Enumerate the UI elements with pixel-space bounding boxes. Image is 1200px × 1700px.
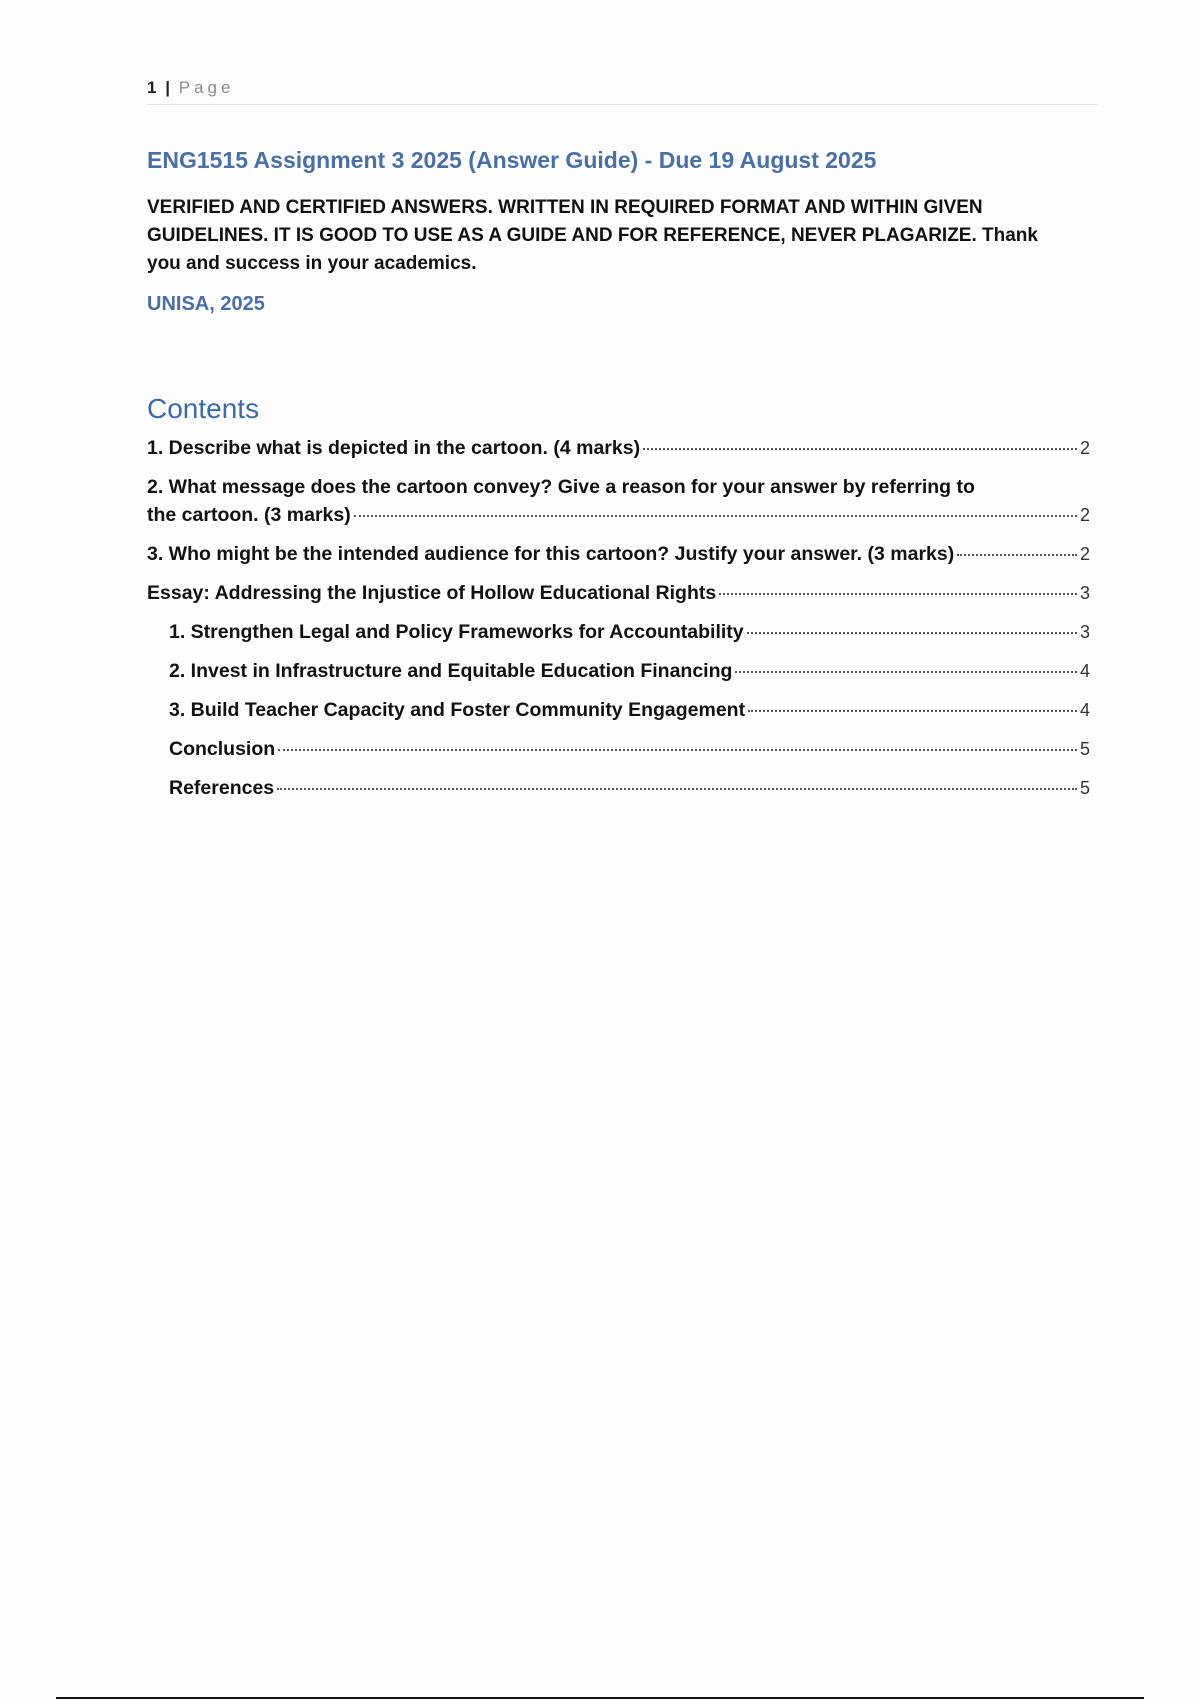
toc-leader-dots [719,593,1077,595]
toc-page-number: 2 [1079,505,1090,525]
toc-entry-label: Essay: Addressing the Injustice of Hollow Educational Rights [147,582,717,604]
toc-leader-dots [747,632,1077,634]
toc-entry-label: 1. Describe what is depicted in the cartoon. (4 marks) [147,437,641,459]
toc-entry-label: 3. Build Teacher Capacity and Foster Community Engagement [169,699,746,721]
document-title: ENG1515 Assignment 3 2025 (Answer Guide) - Due 19 August 2025 [147,147,877,173]
toc-page-number: 3 [1079,583,1090,603]
toc-entry-essay-section-3[interactable] [147,696,1090,724]
toc-page-number: 3 [1079,622,1090,642]
page-bottom-divider [56,1697,1144,1699]
document-intro: VERIFIED AND CERTIFIED ANSWERS. WRITTEN IN REQUIRED FORMAT AND WITHIN GIVEN GUIDELINES. IT IS GOOD TO USE AS A GUIDE AND FOR REFERENCE, NEVER PLAGARIZE. Thank you and success in your academics. [147,197,1038,274]
page-word: Page [178,78,235,97]
toc-entry-q2[interactable] [147,473,1090,529]
toc-leader-dots [748,710,1077,712]
toc-leader-dots [643,448,1077,450]
toc-entry-label: Conclusion [169,738,276,760]
toc-leader-dots [278,749,1077,751]
toc-entry-q3[interactable] [147,540,1090,568]
toc-leader-dots [735,671,1077,673]
toc-entry-q1[interactable] [147,434,1090,462]
page-number: 1 [147,78,157,97]
toc-entry-label: References [169,777,275,799]
toc-entry-label: 1. Strengthen Legal and Policy Frameworks for Accountability [169,621,744,643]
toc-entry-label: 2. What message does the cartoon convey? Give a reason for your answer by referring to [147,476,975,498]
toc-leader-dots [354,515,1077,517]
table-of-contents [147,434,1090,813]
toc-leader-dots [957,554,1077,556]
institution-label: UNISA, 2025 [147,293,265,315]
toc-entry-label: 2. Invest in Infrastructure and Equitable Education Financing [169,660,733,682]
toc-page-number: 4 [1079,700,1090,720]
toc-page-number: 2 [1079,438,1090,458]
toc-entry-label-continued: the cartoon. (3 marks) [147,504,351,526]
page-header-separator: | [165,78,170,97]
toc-entry-references[interactable] [147,774,1090,802]
toc-entry-essay-section-1[interactable] [147,618,1090,646]
toc-page-number: 2 [1079,544,1090,564]
contents-heading: Contents [147,393,260,424]
toc-leader-dots [277,788,1077,790]
page-header [147,78,1097,105]
toc-entry-conclusion[interactable] [147,735,1090,763]
toc-page-number: 5 [1079,739,1090,759]
toc-entry-essay[interactable] [147,579,1090,607]
toc-page-number: 5 [1079,778,1090,798]
toc-page-number: 4 [1079,661,1090,681]
toc-entry-label: 3. Who might be the intended audience for this cartoon? Justify your answer. (3 marks) [147,543,955,565]
toc-entry-essay-section-2[interactable] [147,657,1090,685]
